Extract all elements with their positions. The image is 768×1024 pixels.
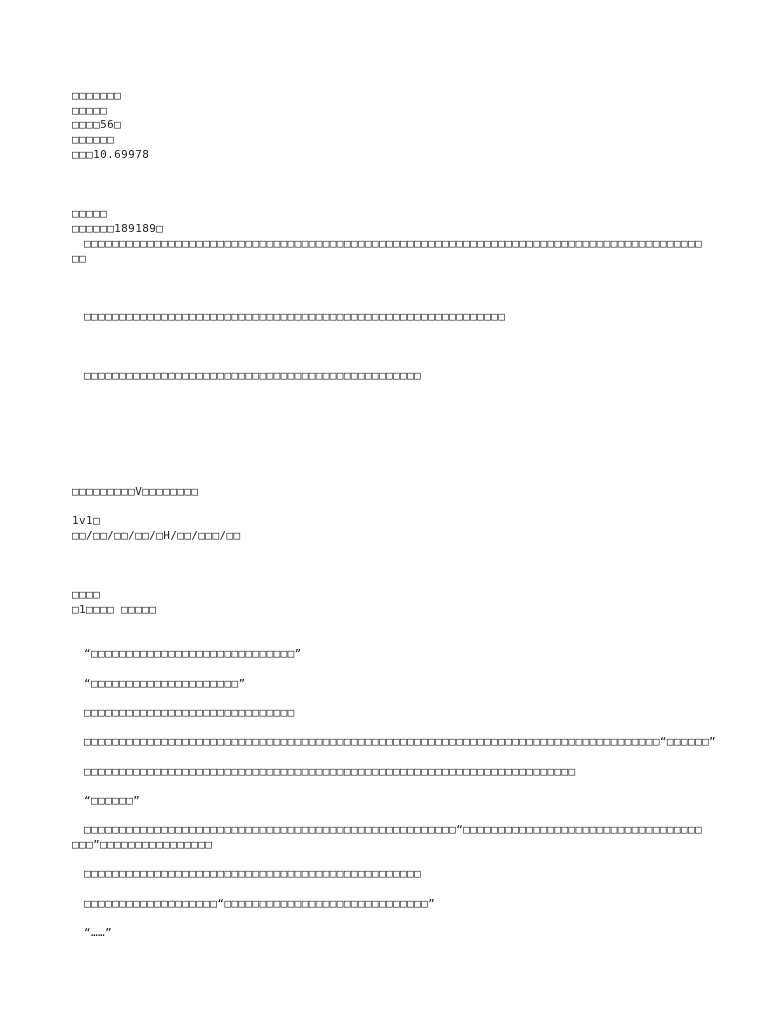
section-subtitle: □1□□□□ □□□□□	[72, 603, 157, 616]
section-title: □□□□□□□□□V□□□□□□□□	[72, 485, 199, 498]
meta-line: □□□□□□	[72, 133, 115, 146]
paragraph: □□□□□□□□□□□□□□□□□□□□□□□□□□□□□□□□□□□□□□□□□□□□□□□□□□□□□“□□□□□□□□□□□□□□□□□□□□□□□□□□□□□□□□□□□□□”□□□□□□□□□□□□□□□□	[72, 823, 702, 851]
chapter-subtitle: □□□□□□189189□	[72, 222, 164, 235]
meta-line: □□□□□	[72, 104, 108, 117]
meta-line: □□□10.69978	[72, 148, 150, 161]
paragraph: □□□□□□□□□□□□□□□□□□□□□□□□□□□□□□□□□□□□□□□□□□□□□□□□	[84, 369, 422, 382]
paragraph: □□□□□□□□□□□□□□□□□□□□□□□□□□□□□□□□□□□□□□□□□□□□□□□□□□□□□□□□□□□□□□□□□□□□□□□□□□□□□□□□□□“□□□□□□”	[84, 735, 717, 748]
quote: “□□□□□□□□□□□□□□□□□□□□□”	[84, 677, 246, 690]
paragraph: □□□□□□□□□□□□□□□□□□□□□□□□□□□□□□□□□□□□□□□□□□□□□□□□□□□□□□□□□□□□□□□□□□□□□□	[84, 765, 576, 778]
meta-line: □□□□56□	[72, 118, 122, 131]
paragraph: □□□□□□□□□□□□□□□□□□□“□□□□□□□□□□□□□□□□□□□□□□□□□□□□□”	[84, 897, 436, 910]
quote: “□□□□□□□□□□□□□□□□□□□□□□□□□□□□□”	[84, 647, 302, 660]
meta-title: □□□□□□□	[72, 89, 122, 102]
quote: “……”	[84, 926, 113, 939]
section-title: □□□□	[72, 588, 101, 601]
section-line: 1v1□	[72, 514, 101, 527]
chapter-title: □□□□□	[72, 207, 108, 220]
paragraph: □□□□□□□□□□□□□□□□□□□□□□□□□□□□□□□□□□□□□□□□□□□□□□□□□□□□□□□□□□□□	[84, 310, 506, 323]
paragraph: □□□□□□□□□□□□□□□□□□□□□□□□□□□□□□	[84, 706, 295, 719]
quote: “□□□□□□”	[84, 794, 141, 807]
section-tags: □□/□□/□□/□□/□H/□□/□□□/□□	[72, 529, 241, 542]
paragraph: □□□□□□□□□□□□□□□□□□□□□□□□□□□□□□□□□□□□□□□□□□□□□□□□□□□□□□□□□□□□□□□□□□□□□□□□□□□□□□□□□□□□□□□□□□	[72, 237, 702, 265]
paragraph: □□□□□□□□□□□□□□□□□□□□□□□□□□□□□□□□□□□□□□□□□□□□□□□□	[84, 867, 422, 880]
